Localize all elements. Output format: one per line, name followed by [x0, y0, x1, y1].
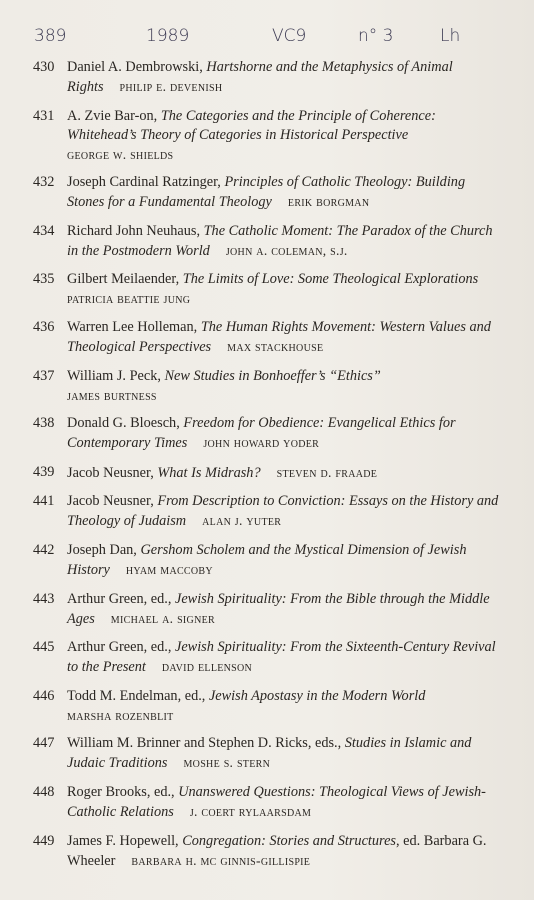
book-author: A. Zvie Bar-on,: [67, 107, 161, 124]
review-entry: [33, 783, 505, 822]
entry-number: 431: [33, 107, 55, 124]
review-entry: [33, 270, 505, 308]
book-author: James F. Hopewell,: [67, 832, 183, 849]
reviewer-name: erik borgman: [287, 194, 370, 210]
book-title: Congregation: Stories and Structures: [182, 832, 396, 849]
book-author: Richard John Neuhaus,: [67, 222, 204, 239]
reviewer-name: david ellenson: [161, 659, 253, 675]
book-author: Gilbert Meilaender,: [67, 271, 183, 288]
review-entry: [33, 832, 505, 871]
book-note: , ed. Barbara G. Wheeler: [67, 832, 487, 869]
book-author: Roger Brooks, ed.,: [67, 783, 179, 800]
review-entry: [33, 414, 505, 453]
book-title: Gershom Scholem and the Mystical Dimension of Jewish History: [67, 541, 467, 578]
review-list: [33, 58, 505, 880]
entry-number: 446: [33, 687, 55, 704]
review-entry: [33, 541, 505, 580]
review-entry: [33, 58, 505, 97]
book-title: The Categories and the Principle of Coherence: Whitehead’s Theory of Categories in Historical Perspective: [67, 107, 436, 143]
entry-number: 436: [33, 318, 55, 335]
reviewer-name: patricia beattie jung: [67, 291, 191, 307]
book-title: The Limits of Love: Some Theological Explorations: [182, 271, 479, 288]
book-title: The Human Rights Movement: Western Values and Theological Perspectives: [67, 318, 491, 355]
handwritten-note: Lh: [440, 26, 461, 46]
reviewer-name: max stackhouse: [227, 338, 324, 354]
entry-number: 435: [33, 271, 55, 288]
entry-number: 434: [33, 222, 55, 239]
reviewer-name: james burtness: [67, 387, 157, 403]
entry-number: 449: [33, 832, 55, 849]
handwritten-annotations: [34, 26, 504, 56]
book-title: New Studies in Bonhoeffer’s “Ethics”: [164, 367, 381, 384]
reviewer-name: marsha rozenblit: [67, 707, 174, 723]
reviewer-name: john howard yoder: [203, 435, 320, 451]
reviewer-name: john a. coleman, s.j.: [225, 242, 348, 258]
reviewer-name: alan j. yuter: [202, 513, 282, 529]
entry-number: 441: [33, 493, 55, 510]
review-entry: [33, 367, 505, 405]
entry-number: 430: [33, 59, 55, 75]
review-entry: [33, 734, 505, 773]
review-entry: [33, 590, 505, 629]
reviewer-name: moshe s. stern: [183, 755, 271, 771]
book-title: Hartshorne and the Metaphysics of Animal Rights: [67, 59, 453, 95]
entry-number: 445: [33, 639, 55, 656]
review-entry: [33, 173, 505, 212]
review-entry: [33, 107, 505, 164]
book-author: Jacob Neusner,: [67, 464, 158, 481]
book-title: Jewish Spirituality: From the Sixteenth-Century Revival to the Present: [67, 639, 496, 676]
book-title: Principles of Catholic Theology: Building Stones for a Fundamental Theology: [67, 174, 466, 211]
reviewer-name: george w. shields: [67, 146, 174, 162]
handwritten-note: 389: [34, 26, 67, 46]
reviewer-name: j. coert rylaarsdam: [189, 803, 312, 819]
review-entry: [33, 463, 505, 483]
book-author: Daniel A. Dembrowski,: [67, 59, 207, 75]
book-title: Freedom for Obedience: Evangelical Ethics for Contemporary Times: [67, 415, 456, 452]
book-title: From Description to Conviction: Essays on the History and Theology of Judaism: [67, 493, 499, 530]
review-entry: [33, 687, 505, 725]
book-author: William M. Brinner and Stephen D. Ricks, eds.,: [67, 735, 345, 752]
entry-number: 439: [33, 463, 55, 480]
entry-number: 432: [33, 174, 55, 191]
reviewer-name: barbara h. mc ginnis-gillispie: [131, 852, 311, 868]
book-title: Jewish Spirituality: From the Bible through the Middle Ages: [67, 590, 490, 627]
entry-number: 442: [33, 541, 55, 558]
reviewer-name: michael a. signer: [110, 610, 215, 626]
entry-number: 448: [33, 783, 55, 800]
book-author: William J. Peck,: [67, 367, 165, 384]
handwritten-note: 1989: [146, 26, 190, 46]
book-title: Jewish Apostasy in the Modern World: [208, 687, 426, 704]
book-author: Joseph Cardinal Ratzinger,: [67, 174, 225, 191]
reviewer-name: hyam maccoby: [125, 561, 213, 577]
book-title: The Catholic Moment: The Paradox of the Church in the Postmodern World: [67, 222, 493, 259]
book-title: Unanswered Questions: Theological Views of Jewish-Catholic Relations: [67, 783, 486, 820]
review-entry: [33, 638, 505, 677]
entry-number: 438: [33, 415, 55, 432]
book-title: Studies in Islamic and Judaic Traditions: [67, 735, 472, 772]
book-author: Arthur Green, ed.,: [67, 590, 175, 607]
book-author: Arthur Green, ed.,: [67, 639, 175, 656]
entry-number: 437: [33, 367, 55, 384]
book-author: Donald G. Bloesch,: [67, 415, 184, 432]
book-author: Warren Lee Holleman,: [67, 318, 201, 335]
reviewer-name: philip e. devenish: [119, 79, 223, 94]
review-entry: [33, 318, 505, 357]
review-entry: [33, 222, 505, 261]
entry-number: 447: [33, 735, 55, 752]
book-author: Jacob Neusner,: [67, 493, 158, 510]
book-author: Joseph Dan,: [67, 541, 141, 558]
handwritten-note: VC9: [272, 26, 307, 46]
reviewer-name: steven d. fraade: [276, 464, 378, 480]
book-author: Todd M. Endelman, ed.,: [67, 687, 209, 704]
handwritten-note: n° 3: [358, 26, 394, 46]
review-entry: [33, 492, 505, 531]
book-title: What Is Midrash?: [157, 464, 261, 481]
entry-number: 443: [33, 590, 55, 607]
